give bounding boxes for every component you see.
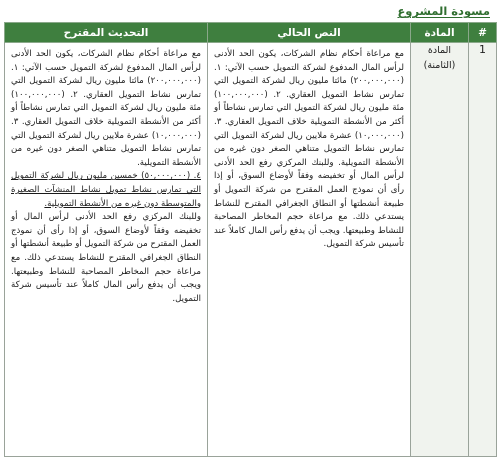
- header-index: #: [469, 23, 497, 43]
- proposed-text-part2: وللبنك المركزي رفع الحد الأدنى لرأس المال أو تخفيضه وفقاً لأوضاع السوق، أو إذا رأى أن نموذج العمل المقترح من شركة التمويل أو طبيعة أنشطتها أو النطاق الجغرافي المقترح للنشاط يستدعي ذلك. مع مراعاة حجم المخاطر المصاحبة للنشاط وطبيعتها. ويجب أن يدفع رأس المال كاملاً عند تأسيس شركة التمويل.: [11, 212, 201, 304]
- table-header-row: [5, 23, 497, 43]
- comparison-table: [4, 22, 497, 457]
- header-current-text: النص الحالي: [208, 23, 411, 43]
- row-article: [411, 43, 469, 457]
- header-article: المادة: [411, 23, 469, 43]
- row-index: 1: [469, 43, 497, 457]
- article-number: (الثامنة): [423, 60, 456, 71]
- proposed-text-cell: [5, 43, 208, 457]
- proposed-new-clause: ٤. (٥٠,٠٠٠,٠٠٠) خمسين مليون ريال لشركة التمويل التي تمارس نشاط تمويل نشاط المنشآت الصغيرة والمتوسطة دون غيره من الأنشطة التمويلية.: [11, 171, 201, 209]
- proposed-text-part1: مع مراعاة أحكام نظام الشركات، يكون الحد الأدنى لرأس المال المدفوع لشركة التمويل حسب الآتي: ١. (٢٠٠,٠٠٠,٠٠٠) مائتا مليون ريال لشركة التمويل التي تمارس نشاط التمويل العقاري. ٢. (١٠٠,٠٠٠,٠٠٠) مئة مليون ريال لشركة التمويل التي تمارس نشاطاً أو أكثر من الأنشطة التمويلية خلاف التمويل العقاري. ٣. (١٠,٠٠٠,٠٠٠) عشرة ملايين ريال لشركة التمويل التي تمارس نشاط التمويل متناهي الصغر دون غيره من الأنشطة التمويلية.: [11, 49, 201, 168]
- current-text-cell: [208, 43, 411, 457]
- header-proposed-update: التحديث المقترح: [5, 23, 208, 43]
- document-title: مسودة المشروع: [397, 4, 490, 18]
- article-label: المادة: [427, 45, 452, 56]
- current-text: مع مراعاة أحكام نظام الشركات، يكون الحد الأدنى لرأس المال المدفوع لشركة التمويل حسب الآتي: ١. (٢٠٠,٠٠٠,٠٠٠) مائتا مليون ريال لشركة التمويل التي تمارس نشاط التمويل العقاري. ٢. (١٠٠,٠٠٠,٠٠٠) مئة مليون ريال لشركة التمويل التي تمارس نشاطاً أو أكثر من الأنشطة التمويلية خلاف التمويل العقاري. ٣. (١٠,٠٠٠,٠٠٠) عشرة ملايين ريال لشركة التمويل التي تمارس نشاط التمويل متناهي الصغر دون غيره من الأنشطة التمويلية. وللبنك المركزي رفع الحد الأدنى لرأس المال أو تخفيضه وفقاً لأوضاع السوق، أو إذا رأى أن نموذج العمل المقترح من شركة التمويل أو طبيعة أنشطتها أو النطاق الجغرافي المقترح للنشاط يستدعي ذلك. مع مراعاة حجم المخاطر المصاحبة للنشاط وطبيعتها. ويجب أن يدفع رأس المال كاملاً عند تأسيس شركة التمويل.: [214, 49, 404, 250]
- table-row: [5, 43, 497, 457]
